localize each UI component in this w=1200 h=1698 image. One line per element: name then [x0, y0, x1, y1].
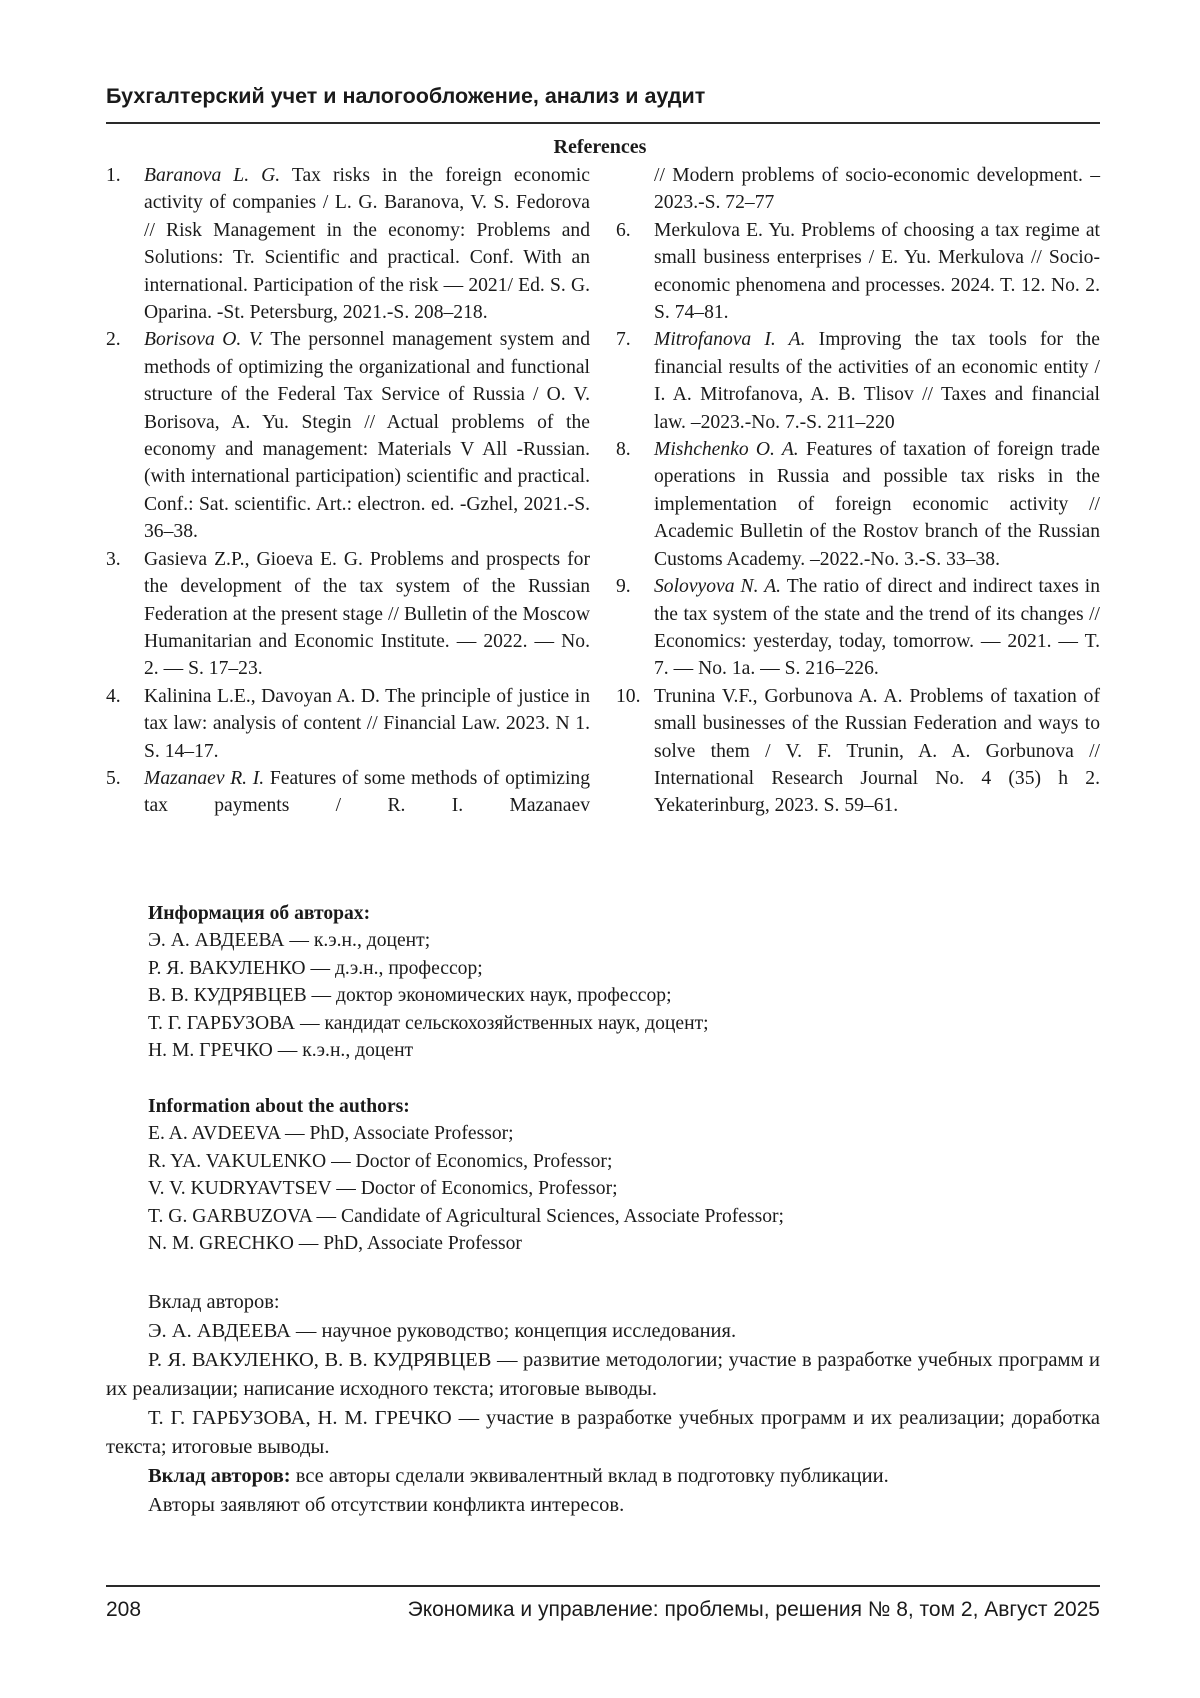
- reference-author: Solovyova N. A.: [654, 576, 782, 598]
- author-line: T. G. GARBUZOVA — Candidate of Agricultural Sciences, Associate Professor;: [148, 1205, 784, 1227]
- reference-text: The ratio of direct and indirect taxes in the tax system of the state and the trend of its changes // Economics: yesterday, today, tomorrow. — 2021. — T. 7. — No. 1a. — S. 216–226.: [654, 576, 1101, 680]
- reference-item: [106, 683, 590, 765]
- references-left-column: [106, 162, 590, 820]
- reference-text: Improving the tax tools for the financial results of the activities of an economic entity / I. A. Mitrofanova, A. B. Tlisov // Taxes and financial law. –2023.-No. 7.-S. 211–220: [654, 329, 1101, 433]
- author-line: Н. М. ГРЕЧКО — к.э.н., доцент: [148, 1040, 414, 1062]
- reference-text: Features of some methods of optimizing tax payments / R. I. Mazanaev: [144, 767, 590, 817]
- equal-contribution-text: все авторы сделали эквивалентный вклад в подготовку публикации.: [290, 1465, 889, 1487]
- references-title: References: [553, 136, 647, 158]
- contribution-paragraph: Р. Я. ВАКУЛЕНКО, В. В. КУДРЯВЦЕВ — развитие методологии; участие в разработке учебных программ и их реализации; написание исходного текста; итоговые выводы.: [106, 1349, 1100, 1400]
- reference-number: 9.: [616, 576, 631, 598]
- reference-item: [106, 765, 590, 820]
- reference-author: Baranova L. G.: [144, 165, 281, 186]
- reference-number: 8.: [616, 439, 631, 461]
- conflict-statement: Авторы заявляют об отсутствии конфликта интересов.: [148, 1494, 625, 1516]
- page-footer: [106, 1598, 1100, 1622]
- reference-text: Gasieva Z.P., Gioeva E. G. Problems and prospects for the development of the tax system of the Russian Federation at the present stage // Bulletin of the Moscow Humanitarian and Economic Institute. — 2022. — No. 2. — S. 17–23.: [144, 548, 590, 680]
- reference-text: Tax risks in the foreign economic activity of companies / L. G. Baranova, V. S. Fedorova // Risk Management in the economy: Problems and Solutions: Tr. Scientific and practical. Conf. With an international. Participation of the risk — 2021/ Ed. S. G. Oparina. -St. Petersburg, 2021.-S. 208–218.: [144, 165, 590, 324]
- author-line: R. YA. VAKULENKO — Doctor of Economics, Professor;: [148, 1150, 613, 1172]
- reference-number: 4.: [106, 685, 121, 707]
- references-right-column: [616, 162, 1100, 820]
- reference-author: Mitrofanova I. A.: [654, 329, 806, 351]
- running-header: Бухгалтерский учет и налогообложение, анализ и аудит: [106, 84, 706, 108]
- reference-item: [616, 573, 1100, 683]
- reference-continuation: // Modern problems of socio-economic development. –2023.-S. 72–77: [654, 165, 1100, 214]
- author-line: N. M. GRECHKO — PhD, Associate Professor: [148, 1233, 522, 1255]
- reference-item: [616, 326, 1100, 436]
- reference-item: [616, 217, 1100, 327]
- reference-number: 1.: [106, 165, 121, 186]
- reference-text: Features of taxation of foreign trade operations in Russia and possible tax risks in the implementation of foreign economic activity // Academic Bulletin of the Rostov branch of the Russian Customs Academy. –2022.-No. 3.-S. 33–38.: [654, 439, 1100, 570]
- reference-text: Trunina V.F., Gorbunova A. A. Problems of taxation of small businesses of the Russian Federation and ways to solve them / V. F. Trunin, A. A. Gorbunova // International Research Journal No. 4 (35) h 2. Yekaterinburg, 2023. S. 59–61.: [654, 685, 1100, 817]
- author-line: Р. Я. ВАКУЛЕНКО — д.э.н., профессор;: [148, 957, 483, 979]
- reference-author: Borisova O. V.: [144, 329, 264, 351]
- reference-number: 6.: [616, 219, 631, 241]
- footer-divider: [106, 1585, 1100, 1587]
- reference-number: 5.: [106, 767, 121, 789]
- contribution-heading: Вклад авторов:: [148, 1291, 280, 1313]
- reference-number: 10.: [616, 685, 641, 707]
- reference-text: Kalinina L.E., Davoyan A. D. The principle of justice in tax law: analysis of content // Financial Law. 2023. N 1. S. 14–17.: [144, 685, 590, 762]
- header-divider: [106, 122, 1100, 124]
- reference-text: Merkulova E. Yu. Problems of choosing a tax regime at small business enterprises / E. Yu. Merkulova // Socio-economic phenomena and processes. 2024. T. 12. No. 2. S. 74–81.: [654, 219, 1100, 324]
- reference-number: 2.: [106, 329, 121, 351]
- authors-info-ru: [148, 900, 709, 1064]
- author-line: В. В. КУДРЯВЦЕВ — доктор экономических наук, профессор;: [148, 985, 672, 1007]
- authors-info-en: [148, 1093, 784, 1257]
- reference-number: 3.: [106, 548, 121, 570]
- reference-item: [616, 683, 1100, 820]
- equal-contribution: [106, 1462, 1100, 1491]
- author-line: Т. Г. ГАРБУЗОВА — кандидат сельскохозяйственных наук, доцент;: [148, 1012, 709, 1034]
- author-line: E. A. AVDEEVA — PhD, Associate Professor;: [148, 1123, 514, 1145]
- reference-author: Mazanaev R. I.: [144, 767, 265, 789]
- author-line: Э. А. АВДЕЕВА — к.э.н., доцент;: [148, 930, 431, 952]
- reference-number: 7.: [616, 329, 631, 351]
- contribution-paragraph: Т. Г. ГАРБУЗОВА, Н. М. ГРЕЧКО — участие в разработке учебных программ и их реализации; доработка текста; итоговые выводы.: [106, 1407, 1100, 1458]
- authors-info-ru-heading: Информация об авторах:: [148, 903, 371, 924]
- reference-item: [106, 546, 590, 683]
- reference-item: [106, 326, 590, 545]
- contribution-paragraph: Э. А. АВДЕЕВА — научное руководство; концепция исследования.: [148, 1320, 737, 1342]
- reference-text: The personnel management system and methods of optimizing the organizational and functional structure of the Federal Tax Service of Russia / O. V. Borisova, A. Yu. Stegin // Actual problems of the economy and management: Materials V All -Russian. (with international participation) scientific and practical. Conf.: Sat. scientific. Art.: electron. ed. -Gzhel, 2021.-S. 36–38.: [144, 329, 590, 543]
- author-line: V. V. KUDRYAVTSEV — Doctor of Economics, Professor;: [148, 1178, 618, 1200]
- page-number: 208: [106, 1598, 142, 1621]
- author-contribution: [106, 1288, 1100, 1520]
- equal-contribution-label: Вклад авторов:: [148, 1465, 291, 1487]
- reference-item: [616, 436, 1100, 573]
- reference-item: [106, 162, 590, 326]
- reference-author: Mishchenko O. A.: [654, 439, 799, 461]
- journal-info: Экономика и управление: проблемы, решения № 8, том 2, Август 2025: [407, 1598, 1100, 1621]
- authors-info-en-heading: Information about the authors:: [148, 1096, 410, 1117]
